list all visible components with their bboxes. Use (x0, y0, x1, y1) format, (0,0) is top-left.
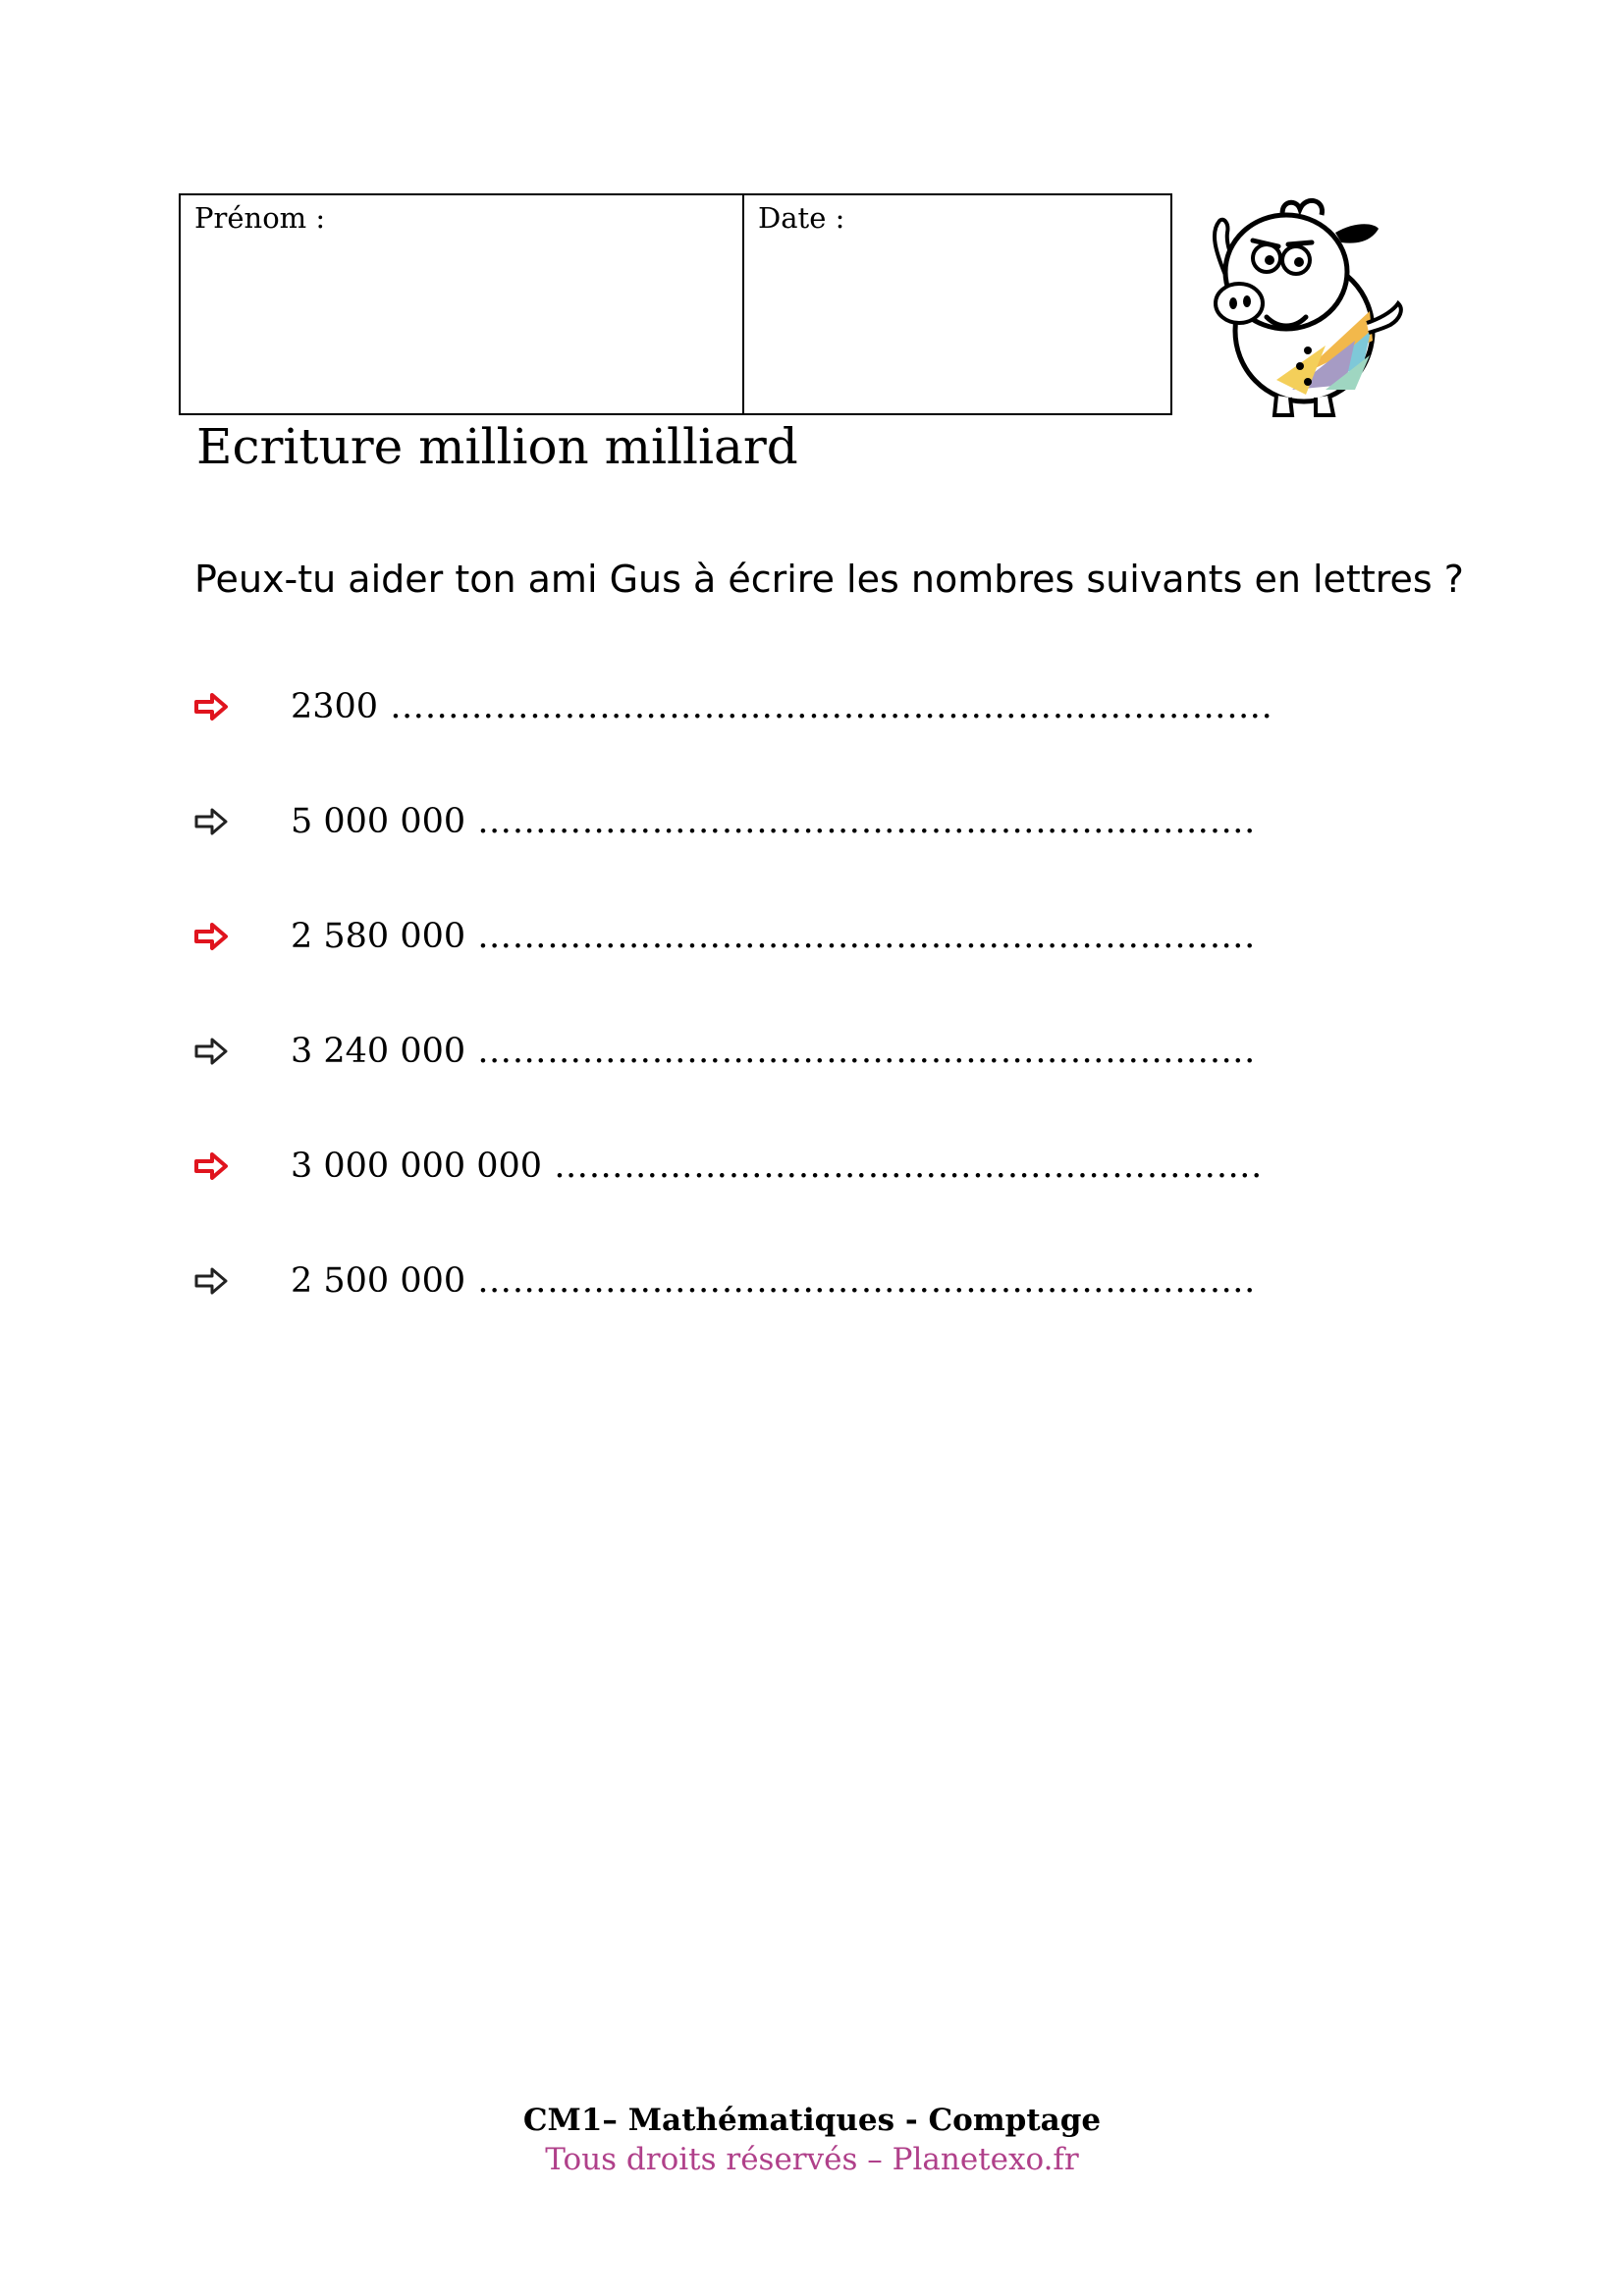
exercise-item (194, 1252, 1256, 1310)
arrow-right-icon (194, 1037, 228, 1066)
exercise-item (194, 792, 1256, 851)
footer-course: CM1– Mathématiques - Comptage (522, 2103, 1102, 2138)
answer-line[interactable]: …………………………………………………………. (477, 1261, 1256, 1301)
prenom-field[interactable] (181, 195, 744, 413)
arrow-right-icon (194, 807, 228, 836)
exercise-item (194, 677, 1272, 736)
exercise-number: 5 000 000 (291, 802, 466, 841)
student-info-box (179, 193, 1172, 415)
answer-line[interactable]: ……………………………………………………. (554, 1147, 1263, 1186)
exercise-number: 2 500 000 (291, 1261, 466, 1301)
sheep-mascot-icon (1198, 193, 1414, 419)
answer-line[interactable]: …………………………………………………………………. (390, 687, 1273, 726)
arrow-right-icon (194, 1266, 228, 1296)
page-title: Ecriture million milliard (196, 418, 798, 475)
arrow-right-icon (194, 922, 228, 951)
exercise-number: 2 580 000 (291, 917, 466, 956)
exercise-number: 3 240 000 (291, 1032, 466, 1071)
exercise-item (194, 1022, 1256, 1081)
date-field[interactable] (744, 195, 1170, 413)
page-footer (0, 2101, 1624, 2180)
answer-line[interactable]: …………………………………………………………. (477, 802, 1256, 841)
answer-line[interactable]: …………………………………………………………. (477, 1032, 1256, 1071)
exercise-item (194, 1137, 1263, 1196)
instruction-text: Peux-tu aider ton ami Gus à écrire les nombres suivants en lettres ? (194, 558, 1464, 601)
exercise-number: 2300 (291, 687, 379, 726)
date-label: Date : (758, 201, 845, 235)
footer-rights: Tous droits réservés – Planetexo.fr (545, 2142, 1079, 2178)
arrow-right-icon (194, 692, 228, 721)
exercise-number: 3 000 000 000 (291, 1147, 543, 1186)
exercise-item (194, 907, 1256, 966)
prenom-label: Prénom : (194, 201, 326, 235)
answer-line[interactable]: …………………………………………………………. (477, 917, 1256, 956)
arrow-right-icon (194, 1151, 228, 1181)
